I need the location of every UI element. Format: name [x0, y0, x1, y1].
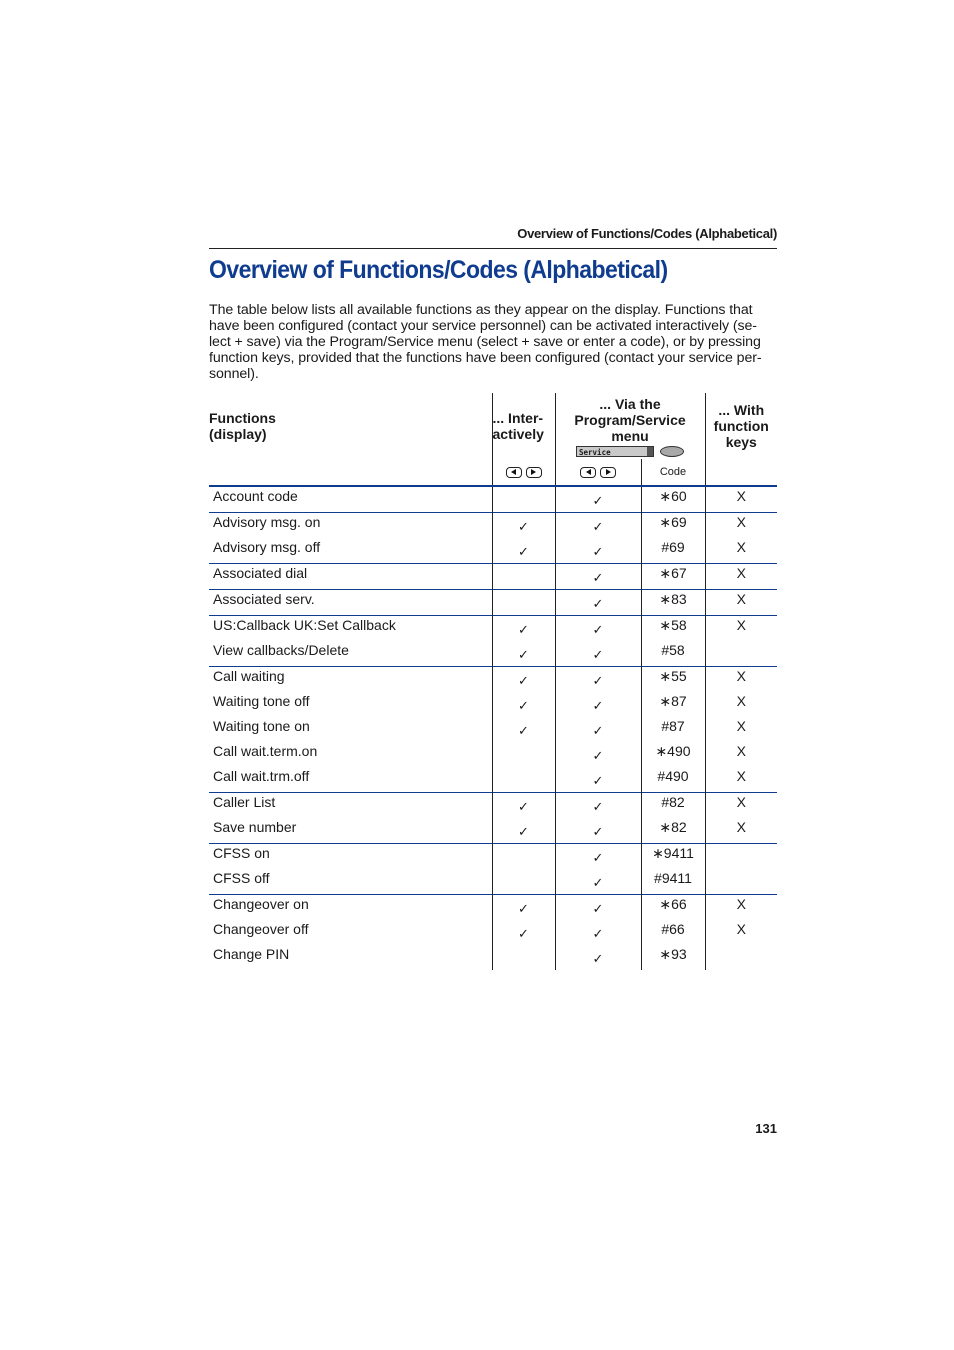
function-key-mark: X: [736, 794, 746, 810]
menu-mark: ✓: [592, 545, 604, 560]
function-group: [209, 486, 777, 513]
header-menu: [555, 393, 705, 459]
table-row: [209, 590, 777, 616]
interactive-mark: ✓: [518, 520, 529, 535]
menu-mark: ✓: [592, 876, 604, 891]
intro-line: have been configured (contact your service personnel) can be activated interactively (se-: [209, 318, 757, 334]
function-key-mark: X: [736, 921, 746, 937]
function-code: #58: [661, 642, 685, 658]
page-number: 131: [755, 1121, 777, 1136]
function-code: #66: [661, 921, 685, 937]
table-row: [209, 895, 777, 971]
table-row: [209, 616, 777, 667]
functions-table: [209, 393, 777, 970]
interactive-mark: ✓: [518, 724, 529, 739]
header-interactively: [492, 393, 555, 459]
function-key-mark: X: [736, 488, 746, 504]
menu-mark: ✓: [592, 623, 604, 638]
function-code: #87: [661, 718, 685, 734]
header-interactively-line: actively: [492, 426, 544, 442]
menu-mark: ✓: [592, 851, 604, 866]
menu-mark: ✓: [592, 648, 604, 663]
menu-mark: ✓: [592, 749, 604, 764]
function-name: Waiting tone off: [213, 693, 310, 709]
interactive-mark: ✓: [518, 927, 529, 942]
function-name: Save number: [213, 819, 297, 835]
intro-line: lect + save) via the Program/Service menu (select + save or enter a code), or by pressing: [209, 334, 761, 350]
menu-mark: ✓: [592, 699, 604, 714]
function-key-mark: X: [736, 565, 746, 581]
function-name: CFSS off: [213, 870, 270, 886]
header-functions-line: Functions: [209, 410, 276, 426]
function-key-mark: X: [736, 896, 746, 912]
intro-paragraph: [209, 302, 779, 382]
header-keys-line: ... With: [718, 402, 765, 418]
function-name: Advisory msg. on: [213, 514, 321, 530]
table-icon-row: [209, 459, 777, 486]
function-code: ∗67: [659, 565, 687, 581]
function-key-mark: X: [736, 819, 746, 835]
function-code: #490: [657, 768, 689, 784]
function-code: ∗58: [659, 617, 687, 633]
function-key-mark: X: [736, 591, 746, 607]
table-header-row: [209, 393, 777, 459]
function-name: Call wait.trm.off: [213, 768, 310, 784]
function-code: #69: [661, 539, 685, 555]
function-code: ∗9411: [652, 845, 694, 861]
header-interactively-line: ... Inter-: [492, 410, 544, 426]
function-name: View callbacks/Delete: [213, 642, 349, 658]
function-code: ∗83: [659, 591, 687, 607]
function-group: [209, 590, 777, 616]
function-code: ∗66: [659, 896, 687, 912]
interactive-mark: ✓: [518, 648, 529, 663]
function-key-mark: X: [736, 768, 746, 784]
function-name: Associated serv.: [213, 591, 315, 607]
function-group: [209, 844, 777, 895]
menu-arrows: [555, 459, 641, 486]
function-key-mark: X: [736, 693, 746, 709]
function-key-mark: X: [736, 668, 746, 684]
interactive-mark: ✓: [518, 623, 529, 638]
function-code: ∗87: [659, 693, 687, 709]
function-name: Call wait.term.on: [213, 743, 318, 759]
function-name: Change PIN: [213, 946, 290, 962]
header-functions: [209, 393, 492, 459]
function-code: ∗55: [659, 668, 687, 684]
header-menu-line: ... Via the: [599, 395, 661, 412]
arrow-right-key-icon: [600, 467, 616, 478]
interactive-mark: ✓: [518, 825, 529, 840]
header-functions-line: (display): [209, 426, 267, 442]
function-name: CFSS on: [213, 845, 270, 861]
function-name: Advisory msg. off: [213, 539, 321, 555]
interactive-mark: ✓: [518, 699, 529, 714]
function-group: [209, 793, 777, 844]
function-name: Changeover on: [213, 896, 309, 912]
function-code: #9411: [654, 870, 692, 886]
menu-mark: ✓: [592, 800, 604, 815]
function-name: US:Callback UK:Set Callback: [213, 617, 396, 633]
intro-line: The table below lists all available functions as they appear on the display. Functions that: [209, 302, 753, 318]
intro-line: sonnel).: [209, 366, 259, 382]
menu-mark: ✓: [592, 927, 604, 942]
function-group: [209, 564, 777, 590]
menu-mark: ✓: [592, 724, 604, 739]
header-function-keys: [705, 393, 777, 459]
menu-mark: ✓: [592, 597, 604, 612]
function-group: [209, 667, 777, 793]
function-code: #82: [661, 794, 685, 810]
function-name: Associated dial: [213, 565, 308, 581]
arrow-right-key-icon: [526, 467, 542, 478]
table-row: [209, 564, 777, 590]
interactive-mark: ✓: [518, 902, 529, 917]
running-head: Overview of Functions/Codes (Alphabetical): [209, 226, 777, 249]
function-key-mark: X: [736, 539, 746, 555]
table-row: [209, 513, 777, 564]
service-key-icon: [660, 446, 684, 457]
menu-mark: ✓: [592, 494, 604, 509]
interactive-arrows: [492, 459, 555, 486]
function-key-mark: X: [736, 718, 746, 734]
arrow-left-key-icon: [506, 467, 522, 478]
function-group: [209, 895, 777, 971]
function-key-mark: X: [736, 617, 746, 633]
function-key-mark: X: [736, 743, 746, 759]
menu-mark: ✓: [592, 825, 604, 840]
function-code: ∗69: [659, 514, 687, 530]
header-menu-line: Program/Service: [574, 411, 686, 428]
table-row: [209, 667, 777, 793]
function-code: ∗82: [659, 819, 687, 835]
menu-mark: ✓: [592, 774, 604, 789]
interactive-mark: ✓: [518, 674, 529, 689]
code-label: Code: [659, 466, 687, 478]
menu-mark: ✓: [592, 674, 604, 689]
interactive-mark: ✓: [518, 800, 529, 815]
header-menu-line: menu: [611, 427, 649, 444]
interactive-mark: ✓: [518, 545, 529, 560]
table-row: [209, 486, 777, 513]
function-code: ∗490: [655, 743, 691, 759]
header-keys-line: keys: [725, 434, 757, 450]
service-display-bar: Service: [576, 446, 654, 457]
header-keys-line: function: [713, 418, 769, 434]
function-name: Changeover off: [213, 921, 309, 937]
arrow-left-key-icon: [580, 467, 596, 478]
function-group: [209, 513, 777, 564]
intro-line: function keys, provided that the functions have been configured (contact your service per-: [209, 350, 762, 366]
function-key-mark: X: [736, 514, 746, 530]
service-display: [556, 446, 705, 457]
menu-mark: ✓: [592, 952, 604, 967]
table-row: [209, 844, 777, 895]
function-code: ∗60: [659, 488, 687, 504]
function-name: Account code: [213, 488, 298, 504]
function-group: [209, 616, 777, 667]
function-code: ∗93: [659, 946, 687, 962]
menu-mark: ✓: [592, 520, 604, 535]
page-title: Overview of Functions/Codes (Alphabetical): [209, 256, 668, 284]
menu-mark: ✓: [592, 571, 604, 586]
function-name: Call waiting: [213, 668, 285, 684]
table-row: [209, 793, 777, 844]
function-name: Waiting tone on: [213, 718, 310, 734]
function-name: Caller List: [213, 794, 276, 810]
menu-mark: ✓: [592, 902, 604, 917]
